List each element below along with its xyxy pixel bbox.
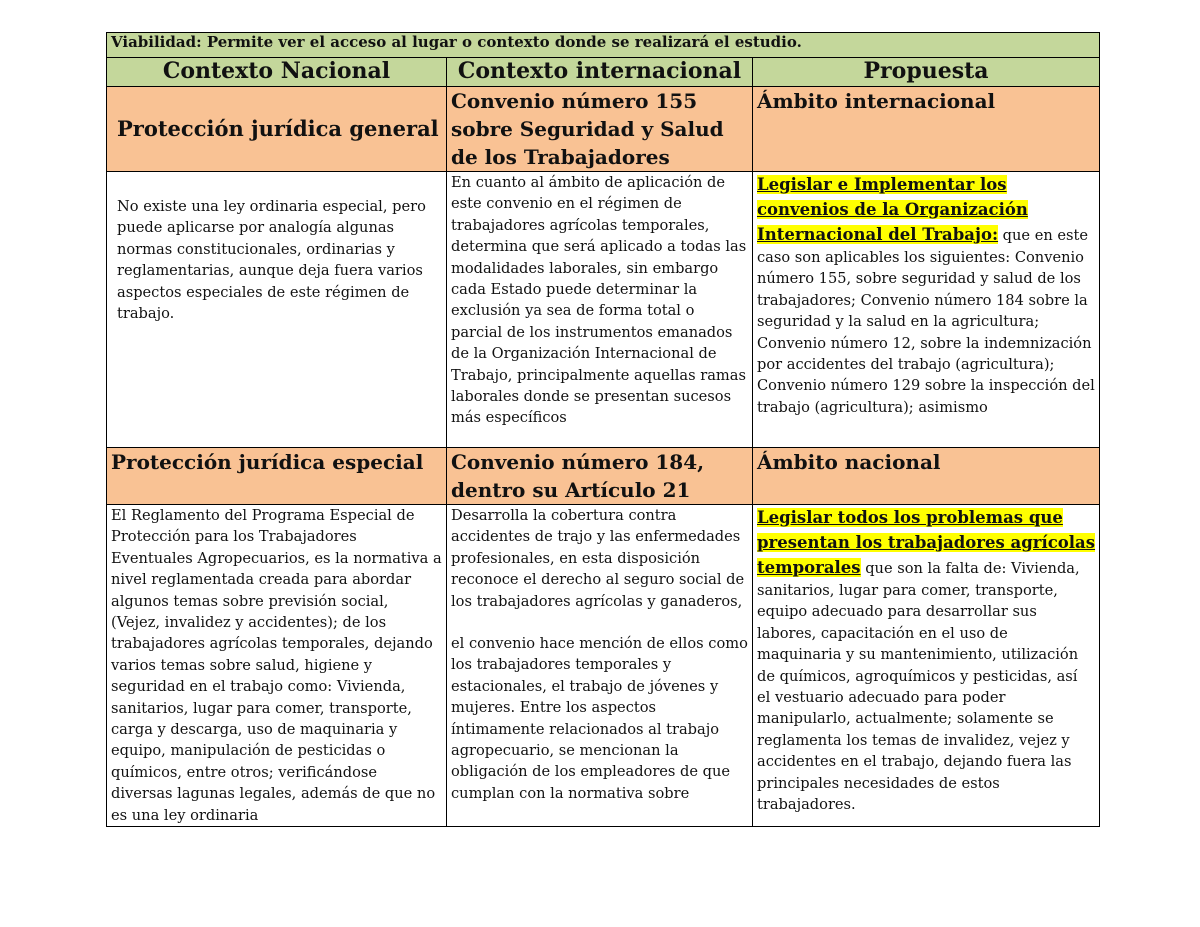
header-contexto-nacional: Contexto Nacional [107, 58, 447, 87]
row2-col2-title: Convenio número 184, dentro su Artículo 21 [447, 448, 753, 505]
row2-col3-title: Ámbito nacional [753, 448, 1100, 505]
banner-row [107, 33, 1100, 58]
row1-col2-title: Convenio número 155 sobre Seguridad y Salud de los Trabajadores [447, 87, 753, 172]
row1-col2-text: En cuanto al ámbito de aplicación de este convenio en el régimen de trabajadores agrícolas temporales, determina que será aplicado a todas las modalidades laborales, sin embargo cada Estado puede determinar la exclusión ya sea de forma total o parcial de los instrumentos emanados de la Organización Internacional de Trabajo, principalmente aquellas ramas laborales donde se presentan sucesos más específicos [447, 172, 753, 448]
header-propuesta: Propuesta [753, 58, 1100, 87]
banner-text: Viabilidad: Permite ver el acceso al lugar o contexto donde se realizará el estudio. [107, 33, 1100, 58]
row2-proposal-highlight: Legislar todos los problemas que presentan los trabajadores agrícolas temporales [757, 508, 1096, 577]
row2-title-row [107, 448, 1100, 505]
row2-col1-text: El Reglamento del Programa Especial de Protección para los Trabajadores Eventuales Agropecuarios, es la normativa a nivel reglamentada creada para abordar algunos temas sobre previsión social, (Vejez, invalidez y accidentes); de los trabajadores agrícolas temporales, dejando varios temas sobre salud, higiene y seguridad en el trabajo como: Vivienda, sanitarios, lugar para comer, transporte, carga y descarga, uso de maquinaria y equipo, manipulación de pesticidas o químicos, entre otros; verificándose diversas lagunas legales, además de que no es una ley ordinaria [107, 505, 447, 827]
viability-table [106, 32, 1100, 827]
row2-col2-paragraph-a: Desarrolla la cobertura contra accidentes de trajo y las enfermedades profesionales, en esta disposición reconoce el derecho al seguro social de los trabajadores agrícolas y ganaderos, [451, 507, 745, 610]
row2-col2-cell [447, 505, 753, 827]
row2-col3-cell [753, 505, 1100, 827]
row1-title-row [107, 87, 1100, 172]
row1-col3-cell [753, 172, 1100, 448]
row1-col3-title: Ámbito internacional [753, 87, 1100, 172]
row1-col1-text: No existe una ley ordinaria especial, pero puede aplicarse por analogía algunas normas constitucionales, ordinarias y reglamentarias, aunque deja fuera varios aspectos especiales de este régimen de trabajo. [107, 172, 447, 448]
row2-col2-paragraph-b: el convenio hace mención de ellos como los trabajadores temporales y estacionales, el trabajo de jóvenes y mujeres. Entre los aspectos íntimamente relacionados al trabajo agropecuario, se mencionan la obligación de los empleadores de que cumplan con la normativa sobre [451, 635, 748, 802]
row2-proposal-text: que son la falta de: Vivienda, sanitarios, lugar para comer, transporte, equipo adecuado para desarrollar sus labores, capacitación en el uso de maquinaria y su mantenimiento, utilización de químicos, agroquímicos y pesticidas, así el vestuario adecuado para poder manipularlo, actualmente; solamente se reglamenta los temas de invalidez, vejez y accidentes en el trabajo, dejando fuera las principales necesidades de estos trabajadores. [757, 560, 1080, 814]
row1-body-row [107, 172, 1100, 448]
row1-proposal-text: que en este caso son aplicables los siguientes: Convenio número 155, sobre seguridad y salud de los trabajadores; Convenio número 184 sobre la seguridad y la salud en la agricultura; Convenio número 12, sobre la indemnización por accidentes del trabajo (agricultura); Convenio número 129 sobre la inspección del trabajo (agricultura); asimismo [757, 227, 1095, 416]
header-contexto-internacional: Contexto internacional [447, 58, 753, 87]
row1-proposal-highlight: Legislar e Implementar los convenios de la Organización Internacional del Trabajo: [757, 175, 1028, 244]
header-row [107, 58, 1100, 87]
row2-col1-title: Protección jurídica especial [107, 448, 447, 505]
row1-col1-title: Protección jurídica general [107, 87, 447, 172]
row2-body-row [107, 505, 1100, 827]
